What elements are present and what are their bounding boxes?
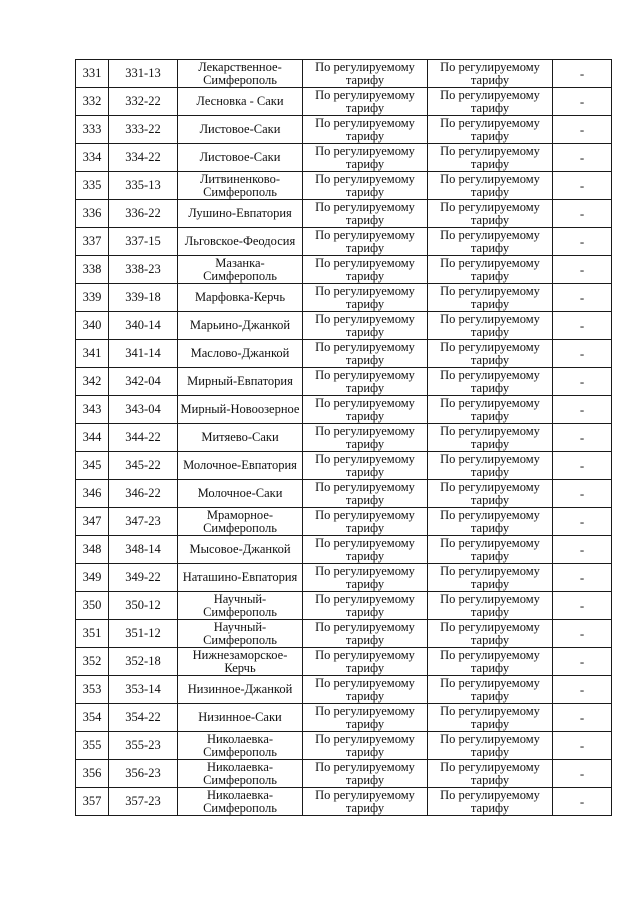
row-number: 349 (76, 564, 109, 592)
route-code: 335-13 (109, 172, 178, 200)
route-code: 344-22 (109, 424, 178, 452)
note-cell: - (553, 564, 612, 592)
route-name: Листовое-Саки (178, 144, 303, 172)
note-cell: - (553, 340, 612, 368)
row-number: 345 (76, 452, 109, 480)
tariff-cell: По регулируемому тарифу (303, 564, 428, 592)
table-row (76, 732, 612, 760)
tariff-cell: По регулируемому тарифу (303, 200, 428, 228)
tariff-cell: По регулируемому тарифу (428, 256, 553, 284)
tariff-cell: По регулируемому тарифу (428, 60, 553, 88)
tariff-cell: По регулируемому тарифу (428, 480, 553, 508)
tariff-cell: По регулируемому тарифу (428, 648, 553, 676)
table-row (76, 200, 612, 228)
table-row (76, 788, 612, 816)
document-page (75, 59, 611, 816)
note-cell: - (553, 144, 612, 172)
tariff-cell: По регулируемому тарифу (303, 620, 428, 648)
tariff-cell: По регулируемому тарифу (303, 788, 428, 816)
row-number: 354 (76, 704, 109, 732)
route-name: Научный-Симферополь (178, 592, 303, 620)
tariff-cell: По регулируемому тарифу (428, 368, 553, 396)
route-name: Мирный-Евпатория (178, 368, 303, 396)
route-name: Николаевка-Симферополь (178, 732, 303, 760)
route-name: Марфовка-Керчь (178, 284, 303, 312)
row-number: 331 (76, 60, 109, 88)
route-code: 343-04 (109, 396, 178, 424)
row-number: 338 (76, 256, 109, 284)
route-name: Литвиненково-Симферополь (178, 172, 303, 200)
note-cell: - (553, 452, 612, 480)
route-name: Низинное-Саки (178, 704, 303, 732)
note-cell: - (553, 508, 612, 536)
note-cell: - (553, 368, 612, 396)
tariff-cell: По регулируемому тарифу (428, 732, 553, 760)
route-code: 339-18 (109, 284, 178, 312)
route-name: Научный-Симферополь (178, 620, 303, 648)
route-code: 331-13 (109, 60, 178, 88)
note-cell: - (553, 788, 612, 816)
tariff-cell: По регулируемому тарифу (303, 368, 428, 396)
note-cell: - (553, 60, 612, 88)
route-name: Николаевка-Симферополь (178, 788, 303, 816)
row-number: 332 (76, 88, 109, 116)
route-name: Молочное-Саки (178, 480, 303, 508)
tariff-cell: По регулируемому тарифу (303, 312, 428, 340)
row-number: 353 (76, 676, 109, 704)
tariff-cell: По регулируемому тарифу (428, 312, 553, 340)
table-row (76, 144, 612, 172)
note-cell: - (553, 200, 612, 228)
table-row (76, 284, 612, 312)
route-name: Молочное-Евпатория (178, 452, 303, 480)
tariff-cell: По регулируемому тарифу (428, 788, 553, 816)
note-cell: - (553, 592, 612, 620)
route-code: 346-22 (109, 480, 178, 508)
note-cell: - (553, 704, 612, 732)
table-row (76, 228, 612, 256)
row-number: 335 (76, 172, 109, 200)
route-code: 356-23 (109, 760, 178, 788)
table-row (76, 648, 612, 676)
route-name: Мирный-Новоозерное (178, 396, 303, 424)
route-code: 348-14 (109, 536, 178, 564)
note-cell: - (553, 312, 612, 340)
tariff-cell: По регулируемому тарифу (303, 396, 428, 424)
route-name: Нижнезаморское-Керчь (178, 648, 303, 676)
table-row (76, 592, 612, 620)
route-code: 337-15 (109, 228, 178, 256)
row-number: 339 (76, 284, 109, 312)
route-code: 355-23 (109, 732, 178, 760)
tariff-cell: По регулируемому тарифу (428, 284, 553, 312)
tariff-cell: По регулируемому тарифу (303, 592, 428, 620)
tariff-cell: По регулируемому тарифу (303, 676, 428, 704)
routes-table-body (76, 60, 612, 816)
route-code: 357-23 (109, 788, 178, 816)
table-row (76, 704, 612, 732)
route-name: Низинное-Джанкой (178, 676, 303, 704)
table-row (76, 676, 612, 704)
tariff-cell: По регулируемому тарифу (428, 88, 553, 116)
row-number: 347 (76, 508, 109, 536)
table-row (76, 396, 612, 424)
table-row (76, 312, 612, 340)
route-name: Марьино-Джанкой (178, 312, 303, 340)
tariff-cell: По регулируемому тарифу (428, 200, 553, 228)
note-cell: - (553, 676, 612, 704)
note-cell: - (553, 536, 612, 564)
row-number: 355 (76, 732, 109, 760)
tariff-cell: По регулируемому тарифу (303, 536, 428, 564)
table-row (76, 256, 612, 284)
route-code: 332-22 (109, 88, 178, 116)
tariff-cell: По регулируемому тарифу (428, 340, 553, 368)
note-cell: - (553, 256, 612, 284)
tariff-cell: По регулируемому тарифу (428, 760, 553, 788)
row-number: 340 (76, 312, 109, 340)
table-row (76, 564, 612, 592)
note-cell: - (553, 284, 612, 312)
route-code: 352-18 (109, 648, 178, 676)
row-number: 342 (76, 368, 109, 396)
row-number: 346 (76, 480, 109, 508)
table-row (76, 172, 612, 200)
note-cell: - (553, 88, 612, 116)
route-name: Маслово-Джанкой (178, 340, 303, 368)
tariff-cell: По регулируемому тарифу (428, 424, 553, 452)
table-row (76, 508, 612, 536)
table-row (76, 480, 612, 508)
note-cell: - (553, 732, 612, 760)
tariff-cell: По регулируемому тарифу (303, 732, 428, 760)
row-number: 343 (76, 396, 109, 424)
note-cell: - (553, 424, 612, 452)
tariff-cell: По регулируемому тарифу (303, 172, 428, 200)
tariff-cell: По регулируемому тарифу (303, 648, 428, 676)
tariff-cell: По регулируемому тарифу (303, 284, 428, 312)
tariff-cell: По регулируемому тарифу (428, 676, 553, 704)
tariff-cell: По регулируемому тарифу (428, 144, 553, 172)
tariff-cell: По регулируемому тарифу (428, 116, 553, 144)
table-row (76, 340, 612, 368)
note-cell: - (553, 620, 612, 648)
tariff-cell: По регулируемому тарифу (303, 60, 428, 88)
route-code: 351-12 (109, 620, 178, 648)
tariff-cell: По регулируемому тарифу (303, 480, 428, 508)
tariff-cell: По регулируемому тарифу (428, 536, 553, 564)
route-name: Николаевка-Симферополь (178, 760, 303, 788)
route-code: 338-23 (109, 256, 178, 284)
table-row (76, 452, 612, 480)
route-code: 336-22 (109, 200, 178, 228)
tariff-cell: По регулируемому тарифу (303, 88, 428, 116)
route-name: Мазанка-Симферополь (178, 256, 303, 284)
tariff-cell: По регулируемому тарифу (428, 704, 553, 732)
route-name: Мраморное-Симферополь (178, 508, 303, 536)
tariff-cell: По регулируемому тарифу (428, 172, 553, 200)
row-number: 341 (76, 340, 109, 368)
route-code: 350-12 (109, 592, 178, 620)
tariff-cell: По регулируемому тарифу (428, 228, 553, 256)
table-row (76, 620, 612, 648)
row-number: 348 (76, 536, 109, 564)
route-name: Льговское-Феодосия (178, 228, 303, 256)
row-number: 334 (76, 144, 109, 172)
route-code: 345-22 (109, 452, 178, 480)
tariff-cell: По регулируемому тарифу (303, 424, 428, 452)
route-code: 347-23 (109, 508, 178, 536)
route-code: 353-14 (109, 676, 178, 704)
tariff-cell: По регулируемому тарифу (303, 340, 428, 368)
tariff-cell: По регулируемому тарифу (303, 452, 428, 480)
route-name: Листовое-Саки (178, 116, 303, 144)
table-row (76, 536, 612, 564)
tariff-cell: По регулируемому тарифу (428, 508, 553, 536)
table-row (76, 88, 612, 116)
route-code: 334-22 (109, 144, 178, 172)
row-number: 352 (76, 648, 109, 676)
row-number: 333 (76, 116, 109, 144)
tariff-cell: По регулируемому тарифу (303, 256, 428, 284)
route-code: 341-14 (109, 340, 178, 368)
tariff-cell: По регулируемому тарифу (428, 452, 553, 480)
route-name: Митяево-Саки (178, 424, 303, 452)
note-cell: - (553, 228, 612, 256)
note-cell: - (553, 396, 612, 424)
row-number: 357 (76, 788, 109, 816)
route-code: 340-14 (109, 312, 178, 340)
tariff-cell: По регулируемому тарифу (428, 564, 553, 592)
table-row (76, 60, 612, 88)
route-name: Лушино-Евпатория (178, 200, 303, 228)
route-code: 354-22 (109, 704, 178, 732)
note-cell: - (553, 172, 612, 200)
row-number: 337 (76, 228, 109, 256)
route-name: Мысовое-Джанкой (178, 536, 303, 564)
note-cell: - (553, 480, 612, 508)
route-code: 342-04 (109, 368, 178, 396)
tariff-cell: По регулируемому тарифу (303, 228, 428, 256)
table-row (76, 760, 612, 788)
row-number: 336 (76, 200, 109, 228)
route-code: 333-22 (109, 116, 178, 144)
row-number: 344 (76, 424, 109, 452)
route-name: Лесновка - Саки (178, 88, 303, 116)
tariff-cell: По регулируемому тарифу (428, 620, 553, 648)
table-row (76, 424, 612, 452)
route-code: 349-22 (109, 564, 178, 592)
table-row (76, 116, 612, 144)
row-number: 350 (76, 592, 109, 620)
route-name: Лекарственное-Симферополь (178, 60, 303, 88)
tariff-cell: По регулируемому тарифу (303, 144, 428, 172)
row-number: 356 (76, 760, 109, 788)
routes-table (75, 59, 612, 816)
row-number: 351 (76, 620, 109, 648)
route-name: Наташино-Евпатория (178, 564, 303, 592)
table-row (76, 368, 612, 396)
tariff-cell: По регулируемому тарифу (303, 508, 428, 536)
tariff-cell: По регулируемому тарифу (428, 592, 553, 620)
tariff-cell: По регулируемому тарифу (303, 760, 428, 788)
note-cell: - (553, 116, 612, 144)
tariff-cell: По регулируемому тарифу (303, 116, 428, 144)
note-cell: - (553, 648, 612, 676)
tariff-cell: По регулируемому тарифу (303, 704, 428, 732)
note-cell: - (553, 760, 612, 788)
tariff-cell: По регулируемому тарифу (428, 396, 553, 424)
